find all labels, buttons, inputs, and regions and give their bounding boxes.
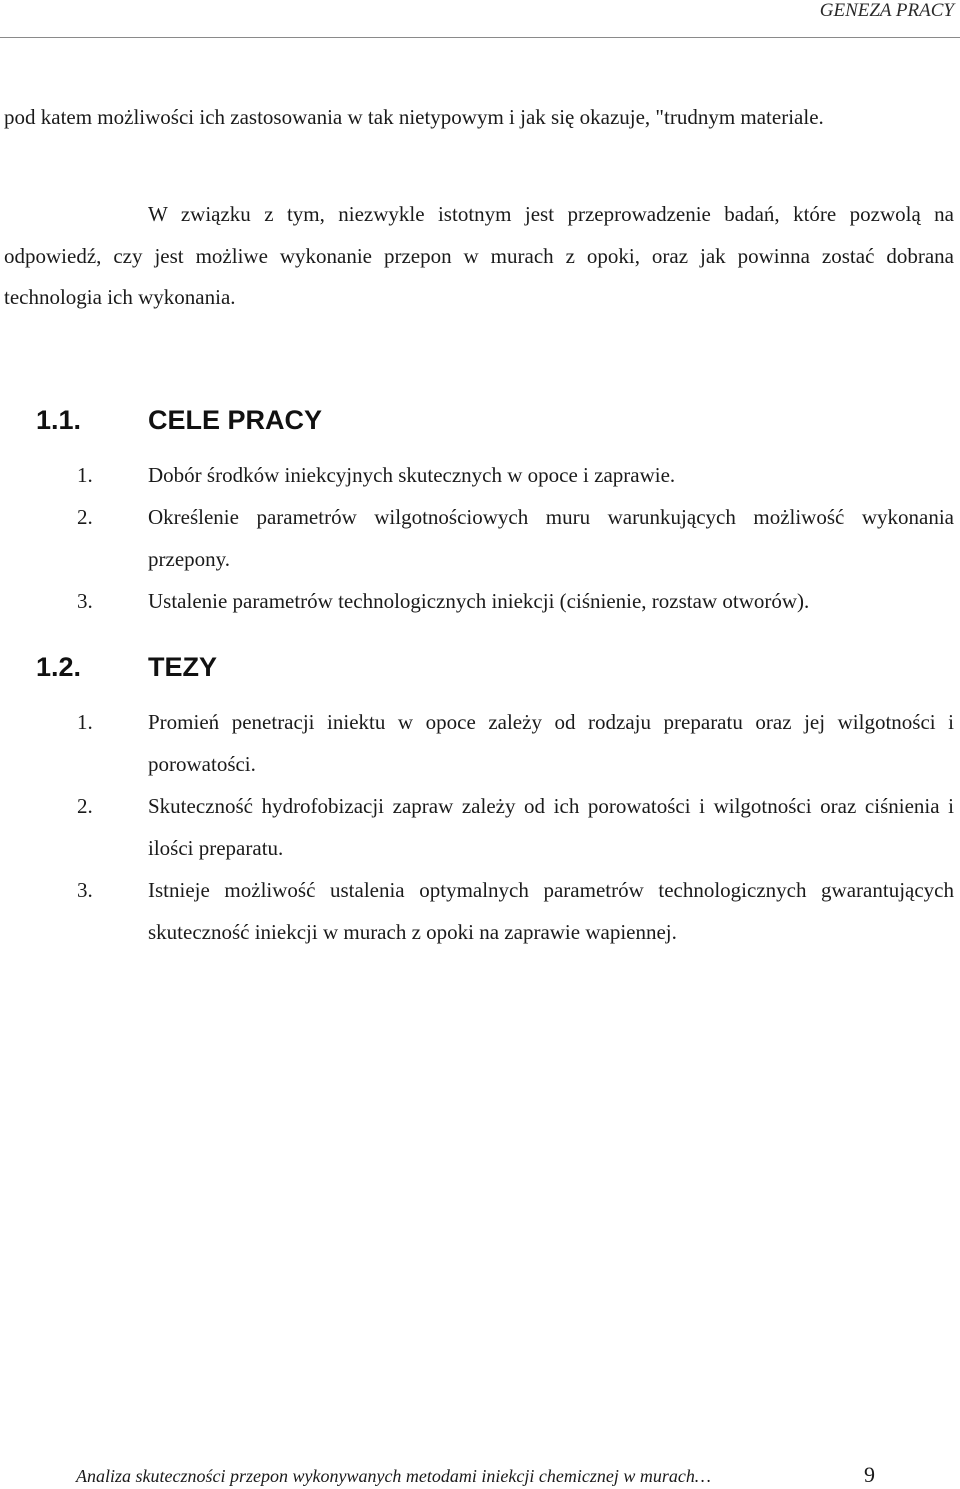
section-heading-cele-pracy — [36, 404, 322, 436]
list-item — [0, 454, 954, 496]
section-title: TEZY — [148, 652, 218, 682]
list-item — [0, 496, 954, 580]
section-title: CELE PRACY — [148, 405, 323, 435]
paragraph-continuation: pod katem możliwości ich zastosowania w tak nietypowym i jak się okazuje, "trudnym materiale. — [4, 105, 824, 129]
list-item-text: Promień penetracji iniektu w opoce zależy od rodzaju preparatu oraz jej wilgotności i porowatości. — [148, 710, 954, 776]
list-item-text: Dobór środków iniekcyjnych skutecznych w opoce i zaprawie. — [148, 463, 676, 487]
list-item — [0, 701, 954, 785]
paragraph-body: W związku z tym, niezwykle istotnym jest przeprowadzenie badań, które pozwolą na odpowiedź, czy jest możliwe wykonanie przepon w murach z opoki, oraz jak powinna zostać dobrana technologia ich wykonania. — [4, 202, 954, 309]
running-footer: Analiza skuteczności przepon wykonywanych metodami iniekcji chemicznej w murach… — [76, 1466, 711, 1486]
list-item-number: 2. — [77, 794, 93, 818]
list-item-text: Ustalenie parametrów technologicznych iniekcji (ciśnienie, rozstaw otworów). — [148, 589, 810, 613]
list-item-number: 1. — [77, 710, 93, 734]
list-item-number: 1. — [77, 463, 93, 487]
list-item-text: Określenie parametrów wilgotnościowych muru warunkujących możliwość wykonania przepony. — [148, 505, 954, 571]
list-item — [0, 869, 954, 953]
list-item-text: Istnieje możliwość ustalenia optymalnych parametrów technologicznych gwarantujących skuteczność iniekcji w murach z opoki na zaprawie wapiennej. — [148, 878, 954, 944]
page-number: 9 — [864, 1462, 875, 1487]
list-item-number: 3. — [77, 589, 93, 613]
list-item-text: Skuteczność hydrofobizacji zapraw zależy od ich porowatości i wilgotności oraz ciśnienia i ilości preparatu. — [148, 794, 954, 860]
list-item — [0, 580, 954, 622]
goals-list — [0, 454, 954, 622]
section-heading-tezy — [36, 651, 217, 683]
theses-list — [0, 701, 954, 953]
list-item-number: 2. — [77, 505, 93, 529]
header-rule — [0, 37, 960, 38]
list-item — [0, 785, 954, 869]
running-header: GENEZA PRACY — [819, 0, 954, 21]
section-number: 1.1. — [36, 405, 82, 435]
list-item-number: 3. — [77, 878, 93, 902]
section-number: 1.2. — [36, 652, 82, 682]
